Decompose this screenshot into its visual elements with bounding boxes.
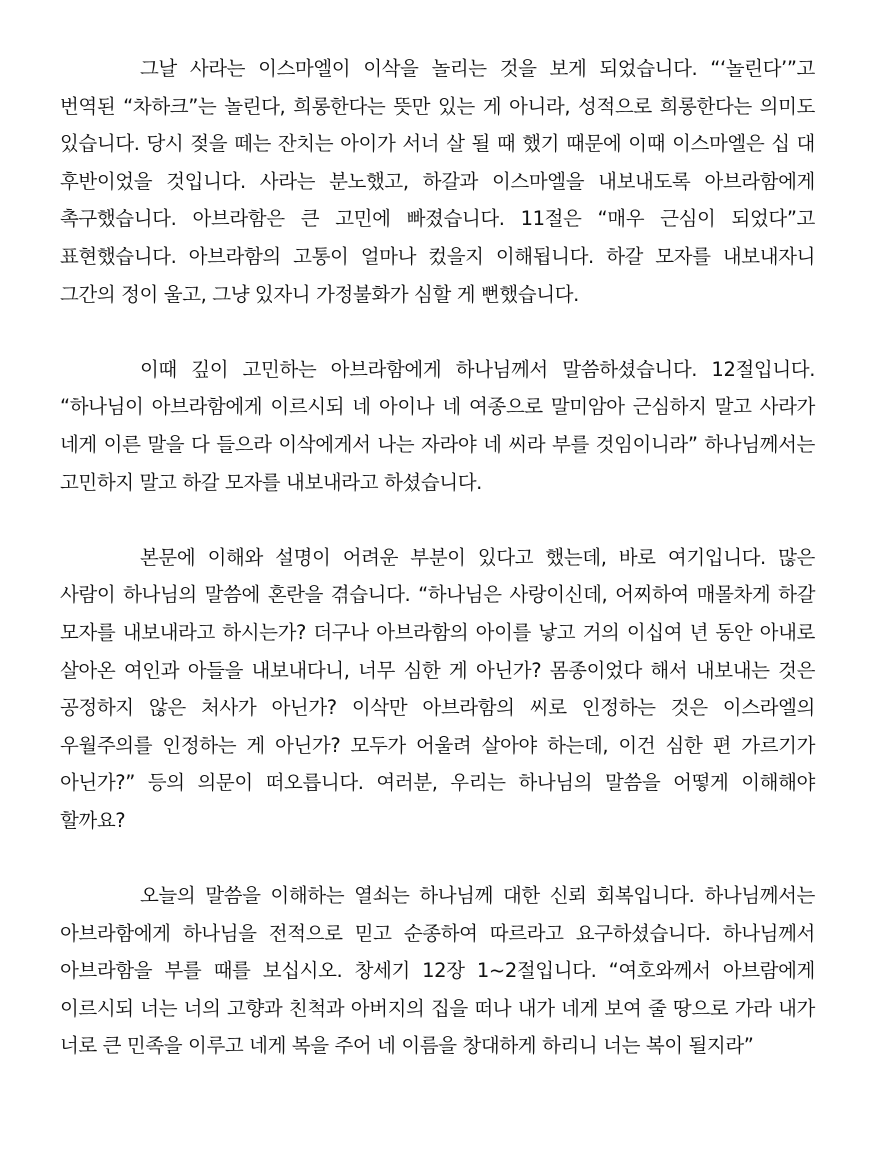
paragraph-1: 그날 사라는 이스마엘이 이삭을 놀리는 것을 보게 되었습니다. “‘놀린다’”고 번역된 “차하크”는 놀린다, 희롱한다는 뜻만 있는 게 아니라, 성적으로 희롱한다는 의미도 있습니다. 당시 젖을 떼는 잔치는 아이가 서너 살 될 때 했기 때문에 이때 이스마엘은 십 대 후반이었을 것입니다. 사라는 분노했고, 하갈과 이스마엘을 내보내도록 아브라함에게 촉구했습니다. 아브라함은 큰 고민에 빠졌습니다. 11절은 “매우 근심이 되었다”고 표현했습니다. 아브라함의 고통이 얼마나 컸을지 이해됩니다. 하갈 모자를 내보내자니 그간의 정이 울고, 그냥 있자니 가정불화가 심할 게 뻔했습니다. — [60, 57, 815, 306]
document-page — [60, 50, 815, 1065]
paragraph-3: 본문에 이해와 설명이 어려운 부분이 있다고 했는데, 바로 여기입니다. 많은 사람이 하나님의 말씀에 혼란을 겪습니다. “하나님은 사랑이신데, 어찌하여 매몰차게 하갈 모자를 내보내라고 하시는가? 더구나 아브라함의 아이를 낳고 거의 이십여 년 동안 아내로 살아온 여인과 아들을 내보내다니, 너무 심한 게 아닌가? 몸종이었다 해서 내보내는 것은 공정하지 않은 처사가 아닌가? 이삭만 아브라함의 씨로 인정하는 것은 이스라엘의 우월주의를 인정하는 게 아닌가? 모두가 어울려 살아야 하는데, 이건 심한 편 가르기가 아닌가?” 등의 의문이 떠오릅니다. 여러분, 우리는 하나님의 말씀을 어떻게 이해해야 할까요? — [60, 545, 816, 832]
paragraph-2: 이때 깊이 고민하는 아브라함에게 하나님께서 말씀하셨습니다. 12절입니다. “하나님이 아브라함에게 이르시되 네 아이나 네 여종으로 말미암아 근심하지 말고 사라가 네게 이른 말을 다 들으라 이삭에게서 나는 자라야 네 씨라 부를 것임이니라” 하나님께서는 고민하지 말고 하갈 모자를 내보내라고 하셨습니다. — [60, 357, 815, 494]
paragraph-4: 오늘의 말씀을 이해하는 열쇠는 하나님께 대한 신뢰 회복입니다. 하나님께서는 아브라함에게 하나님을 전적으로 믿고 순종하여 따르라고 요구하셨습니다. 하나님께서 아브라함을 부를 때를 보십시오. 창세기 12장 1~2절입니다. “여호와께서 아브람에게 이르시되 너는 너의 고향과 친척과 아버지의 집을 떠나 내가 네게 보여 줄 땅으로 가라 내가 너로 큰 민족을 이루고 네게 복을 주어 네 이름을 창대하게 하리니 너는 복이 될지라” — [60, 884, 815, 1058]
